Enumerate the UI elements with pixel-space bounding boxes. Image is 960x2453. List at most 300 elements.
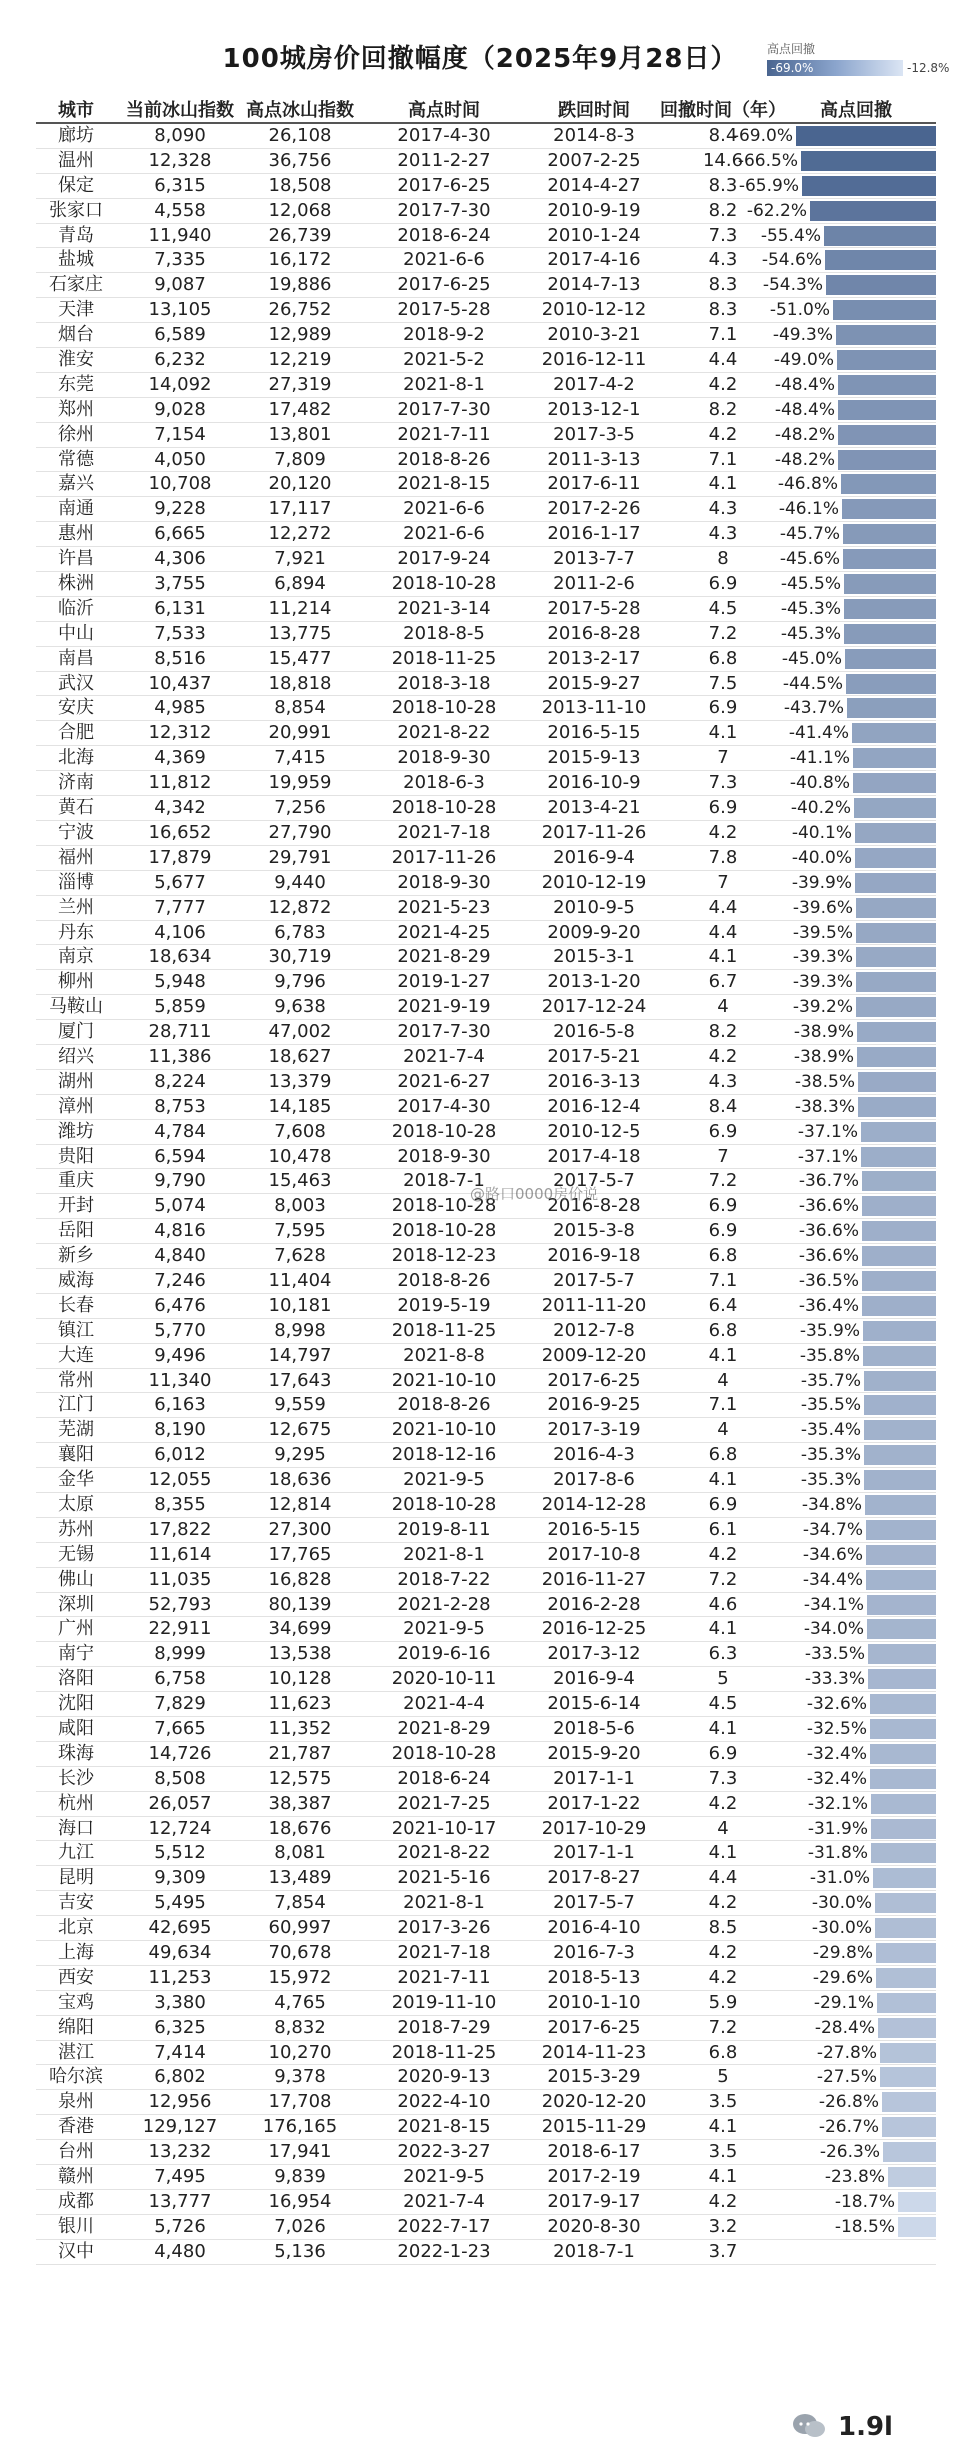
cell-peak-date: 2018-10-28 (391, 797, 497, 819)
drawdown-bar (866, 1570, 936, 1590)
cell-peak-date: 2021-9-19 (397, 996, 491, 1018)
cell-pullback-years: 8.2 (708, 199, 738, 221)
cell-city: 江门 (58, 1394, 94, 1416)
table-row (36, 2090, 936, 2115)
drawdown-bar (882, 2092, 936, 2112)
drawdown-label: -29.6% (812, 1967, 873, 1988)
cell-peak-index: 18,636 (268, 1469, 332, 1491)
cell-trough-date: 2017-6-11 (547, 473, 641, 495)
drawdown-label: -45.0% (781, 648, 842, 669)
header-city: 城市 (58, 100, 94, 121)
drawdown-bar (844, 624, 936, 644)
drawdown-label: -35.3% (800, 1445, 861, 1466)
cell-trough-date: 2017-11-26 (541, 821, 647, 843)
drawdown-bar (864, 1371, 936, 1391)
drawdown-label: -34.6% (802, 1544, 863, 1565)
cell-pullback-years: 3.5 (708, 2141, 738, 2163)
cell-city: 惠州 (58, 523, 94, 545)
cell-current-index: 13,232 (148, 2141, 212, 2163)
drawdown-bar (898, 2217, 936, 2237)
drawdown-label: -46.1% (778, 499, 839, 520)
table-row (36, 348, 936, 373)
cell-peak-index: 47,002 (268, 1021, 332, 1043)
cell-peak-index: 38,387 (268, 1792, 332, 1814)
drawdown-bar (802, 176, 936, 196)
cell-peak-date: 2018-10-28 (391, 573, 497, 595)
drawdown-label: -39.5% (792, 922, 853, 943)
cell-city: 常德 (58, 448, 94, 470)
cell-pullback-years: 8.3 (708, 174, 738, 196)
cell-peak-index: 17,643 (268, 1369, 332, 1391)
cell-drawdown (796, 1744, 936, 1764)
drawdown-bar (867, 1619, 936, 1639)
cell-pullback-years: 6.9 (708, 1195, 738, 1217)
cell-pullback-years: 7.5 (708, 672, 738, 694)
cell-current-index: 6,315 (154, 174, 206, 196)
cell-peak-index: 15,463 (268, 1170, 332, 1192)
cell-drawdown (772, 325, 936, 346)
drawdown-label: -45.7% (779, 524, 840, 545)
cell-peak-date: 2022-4-10 (397, 2091, 491, 2113)
cell-drawdown (762, 275, 936, 296)
table-row (36, 1742, 936, 1767)
cell-trough-date: 2017-6-25 (547, 1369, 641, 1391)
cell-current-index: 49,634 (148, 1942, 212, 1964)
cell-drawdown (796, 1395, 936, 1415)
cell-peak-index: 18,818 (268, 672, 332, 694)
cell-city: 镇江 (58, 1319, 94, 1341)
cell-peak-date: 2018-8-26 (397, 1269, 491, 1291)
cell-drawdown (774, 374, 936, 395)
cell-trough-date: 2016-7-3 (553, 1942, 635, 1964)
cell-peak-index: 11,404 (268, 1269, 332, 1291)
cell-current-index: 28,711 (148, 1021, 212, 1043)
cell-peak-index: 10,270 (268, 2041, 332, 2063)
cell-trough-date: 2016-9-4 (553, 846, 635, 868)
cell-pullback-years: 4 (717, 996, 729, 1018)
cell-peak-index: 29,791 (268, 846, 332, 868)
cell-peak-index: 27,790 (268, 821, 332, 843)
cell-drawdown (796, 1868, 936, 1888)
table-row (36, 1767, 936, 1792)
drawdown-bar (846, 674, 936, 694)
table-row (36, 1817, 936, 1842)
table-row (36, 2115, 936, 2140)
cell-peak-date: 2022-3-27 (397, 2141, 491, 2163)
cell-drawdown (796, 1943, 936, 1963)
cell-trough-date: 2017-4-18 (547, 1145, 641, 1167)
cell-pullback-years: 5 (717, 1668, 729, 1690)
drawdown-bar (868, 1669, 936, 1689)
drawdown-bar (883, 2142, 936, 2162)
cell-peak-index: 20,120 (268, 473, 332, 495)
header-current-index: 当前冰山指数 (126, 100, 234, 121)
cell-current-index: 3,380 (154, 1991, 206, 2013)
cell-peak-date: 2021-3-14 (397, 597, 491, 619)
cell-peak-date: 2018-10-28 (391, 1120, 497, 1142)
drawdown-bar (861, 1147, 936, 1167)
drawdown-bar (878, 2018, 936, 2038)
cell-peak-date: 2018-9-30 (397, 1145, 491, 1167)
cell-trough-date: 2013-2-17 (547, 647, 641, 669)
drawdown-label: -39.3% (792, 972, 853, 993)
cell-current-index: 11,035 (148, 1568, 212, 1590)
cell-peak-index: 18,676 (268, 1817, 332, 1839)
cell-peak-index: 12,989 (268, 324, 332, 346)
drawdown-bar (837, 350, 936, 370)
cell-peak-index: 10,128 (268, 1668, 332, 1690)
drawdown-label: -43.7% (783, 698, 844, 719)
cell-peak-index: 18,627 (268, 1045, 332, 1067)
table-row (36, 273, 936, 298)
drawdown-label: -39.3% (792, 947, 853, 968)
cell-peak-date: 2021-6-6 (403, 523, 485, 545)
table-row (36, 1244, 936, 1269)
cell-current-index: 6,131 (154, 597, 206, 619)
cell-peak-date: 2021-8-8 (403, 1344, 485, 1366)
cell-current-index: 13,777 (148, 2190, 212, 2212)
cell-trough-date: 2016-5-8 (553, 1021, 635, 1043)
drawdown-bar (871, 1843, 936, 1863)
table-row (36, 1020, 936, 1045)
cell-current-index: 9,790 (154, 1170, 206, 1192)
cell-peak-index: 4,765 (274, 1991, 326, 2013)
cell-city: 潍坊 (58, 1120, 94, 1142)
cell-city: 合肥 (58, 722, 94, 744)
table-row (36, 224, 936, 249)
cell-drawdown (796, 1321, 936, 1341)
table-row (36, 1916, 936, 1941)
cell-drawdown (796, 2192, 936, 2212)
cell-current-index: 10,437 (148, 672, 212, 694)
drawdown-label: -40.8% (789, 773, 850, 794)
cell-pullback-years: 8.3 (708, 274, 738, 296)
cell-drawdown (793, 1046, 936, 1067)
cell-peak-index: 7,921 (274, 548, 326, 570)
cell-trough-date: 2015-9-20 (547, 1742, 641, 1764)
drawdown-bar (871, 1819, 936, 1839)
drawdown-label: -35.5% (800, 1395, 861, 1416)
cell-city: 湛江 (58, 2041, 94, 2063)
cell-city: 沈阳 (58, 1693, 94, 1715)
table-row (36, 1344, 936, 1369)
cell-peak-index: 12,272 (268, 523, 332, 545)
drawdown-bar (852, 723, 936, 743)
cell-drawdown (796, 1221, 936, 1241)
table-row (36, 1642, 936, 1667)
drawdown-bar (856, 898, 936, 918)
cell-drawdown (796, 1769, 936, 1789)
cell-pullback-years: 4.1 (708, 1618, 738, 1640)
drawdown-bar (856, 972, 936, 992)
cell-current-index: 7,414 (154, 2041, 206, 2063)
cell-drawdown (793, 1022, 936, 1043)
cell-trough-date: 2014-8-3 (553, 125, 635, 146)
cell-peak-date: 2018-10-28 (391, 697, 497, 719)
drawdown-bar (838, 400, 936, 420)
drawdown-label: -45.3% (780, 598, 841, 619)
table-row (36, 2215, 936, 2240)
cell-current-index: 12,328 (148, 149, 212, 171)
cell-current-index: 4,050 (154, 448, 206, 470)
cell-peak-date: 2017-3-26 (397, 1917, 491, 1939)
cell-city: 北京 (58, 1917, 94, 1939)
drawdown-label: -30.0% (811, 1893, 872, 1914)
cell-peak-index: 26,108 (268, 125, 332, 146)
cell-drawdown (796, 1246, 936, 1266)
cell-pullback-years: 8 (717, 548, 729, 570)
cell-peak-index: 7,608 (274, 1120, 326, 1142)
cell-city: 香港 (58, 2116, 94, 2138)
cell-peak-date: 2021-10-10 (391, 1369, 497, 1391)
table-row (36, 921, 936, 946)
drawdown-label: -37.1% (797, 1121, 858, 1142)
cell-current-index: 12,312 (148, 722, 212, 744)
cell-city: 绍兴 (58, 1045, 94, 1067)
cell-drawdown (791, 872, 936, 893)
table-row (36, 1369, 936, 1394)
cell-city: 张家口 (49, 199, 103, 221)
cell-peak-date: 2017-7-30 (397, 199, 491, 221)
cell-drawdown (796, 1271, 936, 1291)
cell-drawdown (796, 2043, 936, 2063)
drawdown-label: -31.0% (809, 1868, 870, 1889)
drawdown-bar (864, 1470, 936, 1490)
cell-current-index: 14,726 (148, 1742, 212, 1764)
drawdown-label: -41.1% (789, 748, 850, 769)
cell-city: 临沂 (58, 597, 94, 619)
cell-peak-date: 2021-9-5 (403, 1469, 485, 1491)
cell-city: 深圳 (58, 1593, 94, 1615)
drawdown-label: -31.9% (807, 1818, 868, 1839)
table-row (36, 696, 936, 721)
table-row (36, 373, 936, 398)
cell-current-index: 5,495 (154, 1892, 206, 1914)
cell-peak-date: 2017-11-26 (391, 846, 497, 868)
drawdown-bar (810, 201, 936, 221)
drawdown-label: -29.1% (813, 1992, 874, 2013)
cell-peak-date: 2018-7-22 (397, 1568, 491, 1590)
cell-trough-date: 2017-1-1 (553, 1842, 635, 1864)
cell-current-index: 17,822 (148, 1518, 212, 1540)
cell-trough-date: 2016-5-15 (547, 722, 641, 744)
cell-current-index: 8,999 (154, 1643, 206, 1665)
cell-drawdown (796, 1445, 936, 1465)
cell-drawdown (796, 1296, 936, 1316)
cell-city: 廊坊 (58, 125, 94, 146)
cell-drawdown (796, 1097, 936, 1117)
cell-drawdown (796, 1619, 936, 1639)
cell-current-index: 11,940 (148, 224, 212, 246)
cell-drawdown (769, 300, 936, 321)
cell-current-index: 6,476 (154, 1294, 206, 1316)
drawdown-label: -51.0% (769, 300, 830, 321)
drawdown-label: -39.2% (792, 997, 853, 1018)
drawdown-label: -35.9% (799, 1320, 860, 1341)
cell-drawdown (781, 648, 936, 669)
drawdown-label: -32.5% (806, 1719, 867, 1739)
drawdown-bar (880, 2067, 936, 2087)
cell-drawdown (761, 250, 936, 271)
cell-peak-index: 18,508 (268, 174, 332, 196)
cell-drawdown (796, 1694, 936, 1714)
drawdown-label: -32.4% (806, 1768, 867, 1789)
table-row (36, 896, 936, 921)
cell-peak-date: 2021-7-18 (397, 821, 491, 843)
cell-peak-index: 13,775 (268, 622, 332, 644)
header-drawdown: 高点回撤 (820, 100, 892, 121)
cell-city: 南通 (58, 498, 94, 520)
header-peak-date: 高点时间 (408, 100, 480, 121)
cell-current-index: 11,340 (148, 1369, 212, 1391)
drawdown-bar (842, 499, 936, 519)
cell-drawdown (796, 1147, 936, 1167)
cell-current-index: 11,253 (148, 1966, 212, 1988)
cell-peak-date: 2021-5-23 (397, 896, 491, 918)
cell-current-index: 5,074 (154, 1195, 206, 1217)
cell-city: 昆明 (58, 1867, 94, 1889)
cell-drawdown (791, 822, 936, 843)
cell-city: 天津 (58, 299, 94, 321)
cell-drawdown (789, 748, 936, 769)
cell-current-index: 4,840 (154, 1245, 206, 1267)
table-row (36, 1468, 936, 1493)
drawdown-label: -33.5% (804, 1644, 865, 1665)
cell-trough-date: 2014-4-27 (547, 174, 641, 196)
cell-trough-date: 2010-12-5 (547, 1120, 641, 1142)
cell-trough-date: 2017-4-16 (547, 249, 641, 271)
cell-city: 佛山 (58, 1568, 94, 1590)
cell-trough-date: 2016-1-17 (547, 523, 641, 545)
table-row (36, 995, 936, 1020)
drawdown-bar (871, 1794, 936, 1814)
cell-pullback-years: 7 (717, 747, 729, 769)
table-row (36, 2190, 936, 2215)
cell-trough-date: 2020-12-20 (541, 2091, 647, 2113)
cell-pullback-years: 4.1 (708, 1344, 738, 1366)
cell-peak-index: 8,832 (274, 2016, 326, 2038)
cell-drawdown (738, 175, 936, 196)
cell-pullback-years: 6.8 (708, 2041, 738, 2063)
drawdown-bar (861, 1122, 936, 1142)
cell-city: 银川 (58, 2215, 94, 2237)
cell-peak-date: 2011-2-27 (397, 149, 491, 171)
cell-drawdown (783, 698, 936, 719)
cell-trough-date: 2017-5-7 (553, 1170, 635, 1192)
drawdown-bar (838, 450, 936, 470)
cell-peak-index: 17,482 (268, 398, 332, 420)
table-row (36, 1269, 936, 1294)
drawdown-bar (862, 1246, 936, 1266)
cell-peak-date: 2022-7-17 (397, 2215, 491, 2237)
drawdown-label: -34.0% (803, 1619, 864, 1640)
cell-city: 南宁 (58, 1643, 94, 1665)
cell-drawdown (796, 1420, 936, 1440)
drawdown-bar (868, 1644, 936, 1664)
cell-city: 珠海 (58, 1742, 94, 1764)
header-trough-date: 跌回时间 (558, 100, 630, 121)
cell-peak-date: 2021-8-15 (397, 2116, 491, 2138)
table-row (36, 647, 936, 672)
cell-trough-date: 2016-5-15 (547, 1518, 641, 1540)
cell-city: 徐州 (58, 423, 94, 445)
cell-peak-date: 2019-6-16 (397, 1643, 491, 1665)
drawdown-label: -32.1% (807, 1793, 868, 1814)
table-row (36, 846, 936, 871)
cell-pullback-years: 4.4 (708, 896, 738, 918)
table-row (36, 796, 936, 821)
cell-pullback-years: 7.3 (708, 772, 738, 794)
cell-trough-date: 2017-10-29 (541, 1817, 647, 1839)
cell-pullback-years: 4.4 (708, 349, 738, 371)
drawdown-label: -27.5% (816, 2067, 877, 2088)
cell-city: 石家庄 (49, 274, 103, 296)
cell-pullback-years: 4.2 (708, 1966, 738, 1988)
drawdown-bar (853, 748, 936, 768)
drawdown-label: -36.7% (798, 1171, 859, 1192)
cell-drawdown (790, 798, 936, 819)
cell-trough-date: 2016-8-28 (547, 1195, 641, 1217)
cell-peak-index: 19,959 (268, 772, 332, 794)
drawdown-label: -38.3% (794, 1096, 855, 1117)
cell-city: 丹东 (58, 921, 94, 943)
cell-peak-date: 2021-5-16 (397, 1867, 491, 1889)
drawdown-bar (877, 1993, 936, 2013)
cell-drawdown (796, 2067, 936, 2087)
drawdown-label: -18.5% (834, 2216, 895, 2237)
table-row (36, 771, 936, 796)
cell-peak-date: 2018-6-3 (403, 772, 485, 794)
cell-trough-date: 2009-12-20 (541, 1344, 647, 1366)
cell-drawdown (788, 723, 936, 744)
legend-min-label: -69.0% (771, 61, 814, 75)
cell-pullback-years: 8.3 (708, 299, 738, 321)
cell-current-index: 5,726 (154, 2215, 206, 2237)
drawdown-bar (870, 1719, 936, 1739)
table-row (36, 1792, 936, 1817)
cell-pullback-years: 8.2 (708, 1021, 738, 1043)
corner-text: 1.9l (838, 2412, 893, 2442)
drawdown-bar (796, 126, 936, 146)
cell-current-index: 4,784 (154, 1120, 206, 1142)
cell-trough-date: 2017-5-28 (547, 597, 641, 619)
table-row (36, 1717, 936, 1742)
cell-current-index: 5,512 (154, 1842, 206, 1864)
drawdown-bar (875, 1893, 936, 1913)
cell-drawdown (796, 1794, 936, 1814)
cell-city: 福州 (58, 846, 94, 868)
cell-city: 金华 (58, 1469, 94, 1491)
cell-drawdown (796, 2142, 936, 2162)
cell-drawdown (779, 524, 936, 545)
drawdown-bar (863, 1346, 936, 1366)
drawdown-label: -48.4% (774, 374, 835, 395)
cell-pullback-years: 4.3 (708, 249, 738, 271)
cell-trough-date: 2017-2-26 (547, 498, 641, 520)
drawdown-bar (856, 997, 936, 1017)
cell-pullback-years: 6.9 (708, 797, 738, 819)
cell-peak-date: 2021-6-27 (397, 1070, 491, 1092)
cell-trough-date: 2010-9-5 (553, 896, 635, 918)
cell-current-index: 7,335 (154, 249, 206, 271)
cell-pullback-years: 5 (717, 2066, 729, 2088)
cell-current-index: 5,677 (154, 871, 206, 893)
cell-city: 泉州 (58, 2091, 94, 2113)
cell-trough-date: 2017-5-21 (547, 1045, 641, 1067)
cell-current-index: 9,028 (154, 398, 206, 420)
cell-city: 绵阳 (58, 2016, 94, 2038)
cell-city: 广州 (58, 1618, 94, 1640)
